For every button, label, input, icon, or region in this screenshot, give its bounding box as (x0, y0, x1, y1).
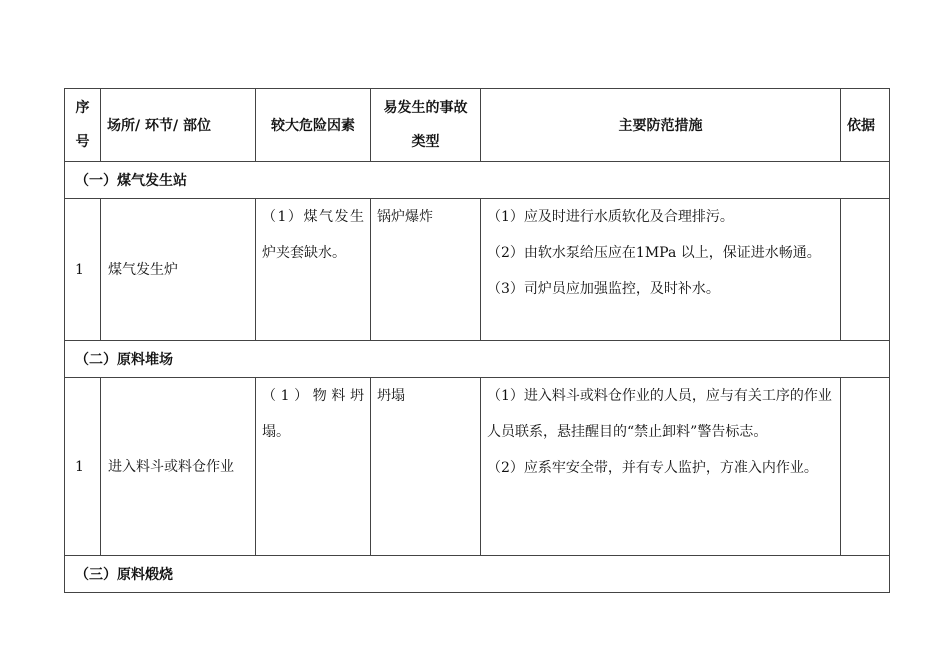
header-row (65, 89, 890, 162)
section-row (65, 341, 890, 378)
row-measures (481, 199, 841, 341)
measure-item: （2）应系牢安全带，并有专人监护，方准入内作业。 (487, 460, 818, 476)
section-row (65, 556, 890, 593)
row-measures (481, 378, 841, 556)
measure-item: （1）进入料斗或料仓作业的人员，应与有关工序的作业人员联系，悬挂醒目的“禁止卸料”警告标志。 (487, 388, 832, 440)
row-accident-type: 锅炉爆炸 (371, 199, 481, 341)
row-basis (841, 378, 890, 556)
measure-item: （1）应及时进行水质软化及合理排污。 (487, 209, 734, 225)
section-title: （一）煤气发生站 (65, 162, 890, 199)
table-row (65, 378, 890, 556)
row-place: 进入料斗或料仓作业 (101, 378, 256, 556)
row-risk: （1）物料坍塌。 (256, 378, 371, 556)
header-risk: 较大危险因素 (256, 89, 371, 162)
section-title: （二）原料堆场 (65, 341, 890, 378)
section-row (65, 162, 890, 199)
measure-item: （3）司炉员应加强监控，及时补水。 (487, 281, 720, 297)
row-accident-type: 坍塌 (371, 378, 481, 556)
header-measures: 主要防范措施 (481, 89, 841, 162)
row-place: 煤气发生炉 (101, 199, 256, 341)
row-basis (841, 199, 890, 341)
header-accident-type: 易发生的事故 类型 (371, 89, 481, 162)
row-number: 1 (65, 199, 101, 341)
row-risk: （1）煤气发生炉夹套缺水。 (256, 199, 371, 341)
measure-item: （2）由软水泵给压应在1MPa 以上，保证进水畅通。 (487, 245, 821, 261)
risk-table (64, 88, 890, 593)
header-no: 序 号 (65, 89, 101, 162)
header-place: 场所/ 环节/ 部位 (101, 89, 256, 162)
header-basis: 依据 (841, 89, 890, 162)
row-number: 1 (65, 378, 101, 556)
table-row (65, 199, 890, 341)
section-title: （三）原料煅烧 (65, 556, 890, 593)
